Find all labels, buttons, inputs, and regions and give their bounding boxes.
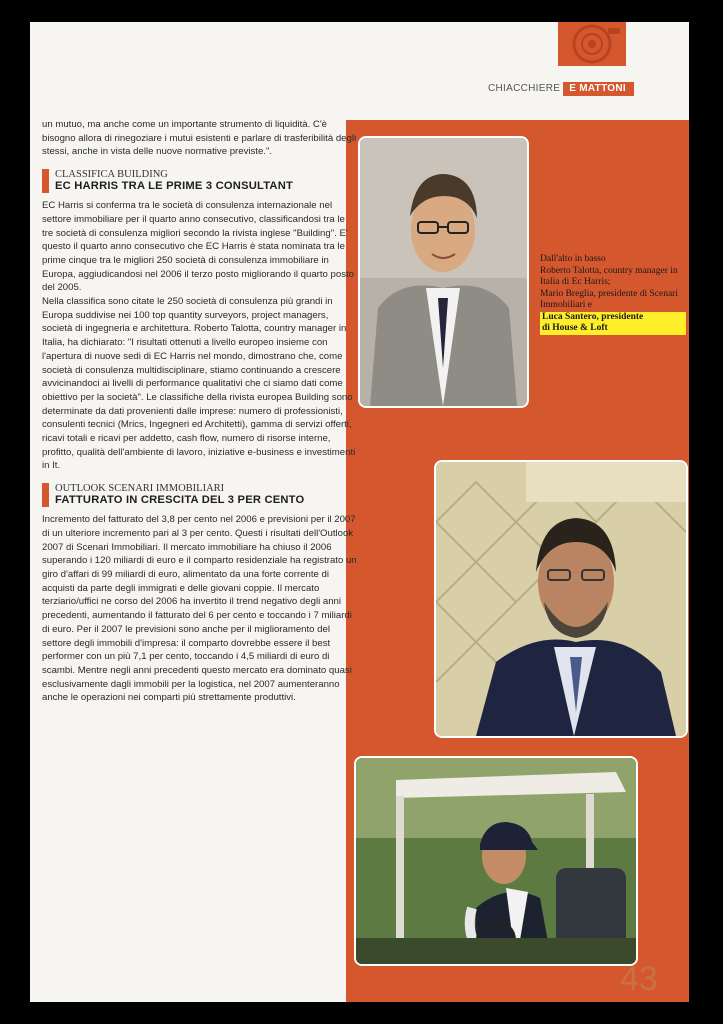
caption-line: Mario Breglia, presidente di Scenari Immobiliari e (540, 288, 678, 310)
section-kicker: OUTLOOK SCENARI IMMOBILIARI (55, 483, 225, 495)
page-number: 43 (620, 960, 658, 998)
section-heading (42, 169, 358, 193)
camera-icon (558, 22, 626, 66)
section-title: EC HARRIS TRA LE PRIME 3 CONSULTANT (55, 180, 294, 193)
magazine-page (30, 22, 689, 1002)
intro-paragraph: un mutuo, ma anche come un importante strumento di liquidità. C'è bisogno allora di rinegoziare i mutui esistenti e parlare di trasferibilità degli stessi, anche in vista delle nuove normative previste.". (42, 119, 357, 158)
caption-line: Dall'alto in basso (540, 254, 606, 264)
section-marker (42, 169, 49, 193)
caption-highlight: di House & Loft (540, 323, 686, 335)
section-label-right: E MATTONI (563, 82, 634, 96)
photo-mario-breglia (434, 460, 688, 738)
section-heading (42, 483, 358, 507)
section-marker (42, 483, 49, 507)
photo-roberto-talotta (358, 136, 529, 408)
photo-caption (540, 254, 686, 335)
article-column (42, 118, 358, 705)
section-kicker: CLASSIFICA BUILDING (55, 169, 168, 181)
caption-line: Roberto Talotta, country manager in Italia di Ec Harris; (540, 265, 678, 287)
section-title: FATTURATO IN CRESCITA DEL 3 PER CENTO (55, 494, 305, 507)
body-paragraph: Nella classifica sono citate le 250 società di consulenza più grandi in Europa suddivise nei 100 top quantity surveyors, project managers, società di ingegneria e architettura. Roberto Talotta, country manager in Italia, ha dichiarato: "I risultati ottenuti a livello europeo insieme con l'apertura di nuove sedi di EC Harris nel mondo, dimostrano che, come società di consulenza multidisciplinare, stiamo continuando a crescere avvicinandoci ai livelli di performance qualitativi che ci siamo dati come obiettivo per la società". Le classifiche della rivista europea Building sono determinate da dati provenienti dalle imprese: numero di professionisti, consulenti tecnici (Mrics, Ingegneri ed Architetti), gamma di servizi offerti, ricavi totali e ricavi per addetto, cash flow, numero di risorse interne, profitto, qualità dell'ambiente di lavoro, iniziative e-business e investimenti in It. (42, 296, 356, 472)
body-paragraph: EC Harris si conferma tra le società di consulenza internazionale nel settore immobiliare per il quarto anno consecutivo, classificandosi tra le tre società di consulenza migliori secondo la rivista inglese "Building". E' questo il quarto anno consecutivo che EC Harris è stata nominata tra le prime cinque tra le migliori 250 società di consulenza immobiliare in Europa, aggiudicandosi nel 2006 il terzo posto migliorando il quarto posto del 2005. (42, 200, 354, 294)
page-header (30, 22, 689, 122)
caption-highlight: Luca Santero, presidente (540, 312, 686, 324)
photo-panel (346, 120, 689, 1002)
section-label-left: CHIACCHIERE (488, 83, 561, 94)
body-paragraph: Incremento del fatturato del 3,8 per cento nel 2006 e previsioni per il 2007 di un ulteriore incremento pari al 3 per cento. Questi i risultati dell'Outlook 2007 di Scenari Immobiliari. Il mercato immobiliare ha chiuso il 2006 superando i 120 miliardi di euro e il comparto residenziale ha registrato un giro d'affari di 99 miliardi di euro, alimentato da una forte corrente di acquisti da parte degli immigrati e delle giovani coppie. Il mercato terziario/uffici ne corso del 2006 ha invertito il trend negativo degli anni precedenti, aumentando il fatturato del 6 per cento e toccando i 7 miliardi di euro. Per il 2007 le previsioni sono anche per il miglioramento del settore degli immobili d'impresa: il comparto dovrebbe essere il best performer con un più 7,1 per cento, toccando i 4,5 miliardi di euro di scambi. Mentre negli anni precedenti questo mercato era dominato quasi esclusivamente dagli immobili per la logistica, nel 2007 aumenteranno anche le operazioni nei comparti più strettamente produttivi. (42, 514, 357, 704)
photo-luca-santero (354, 756, 638, 966)
section-label (488, 82, 634, 96)
